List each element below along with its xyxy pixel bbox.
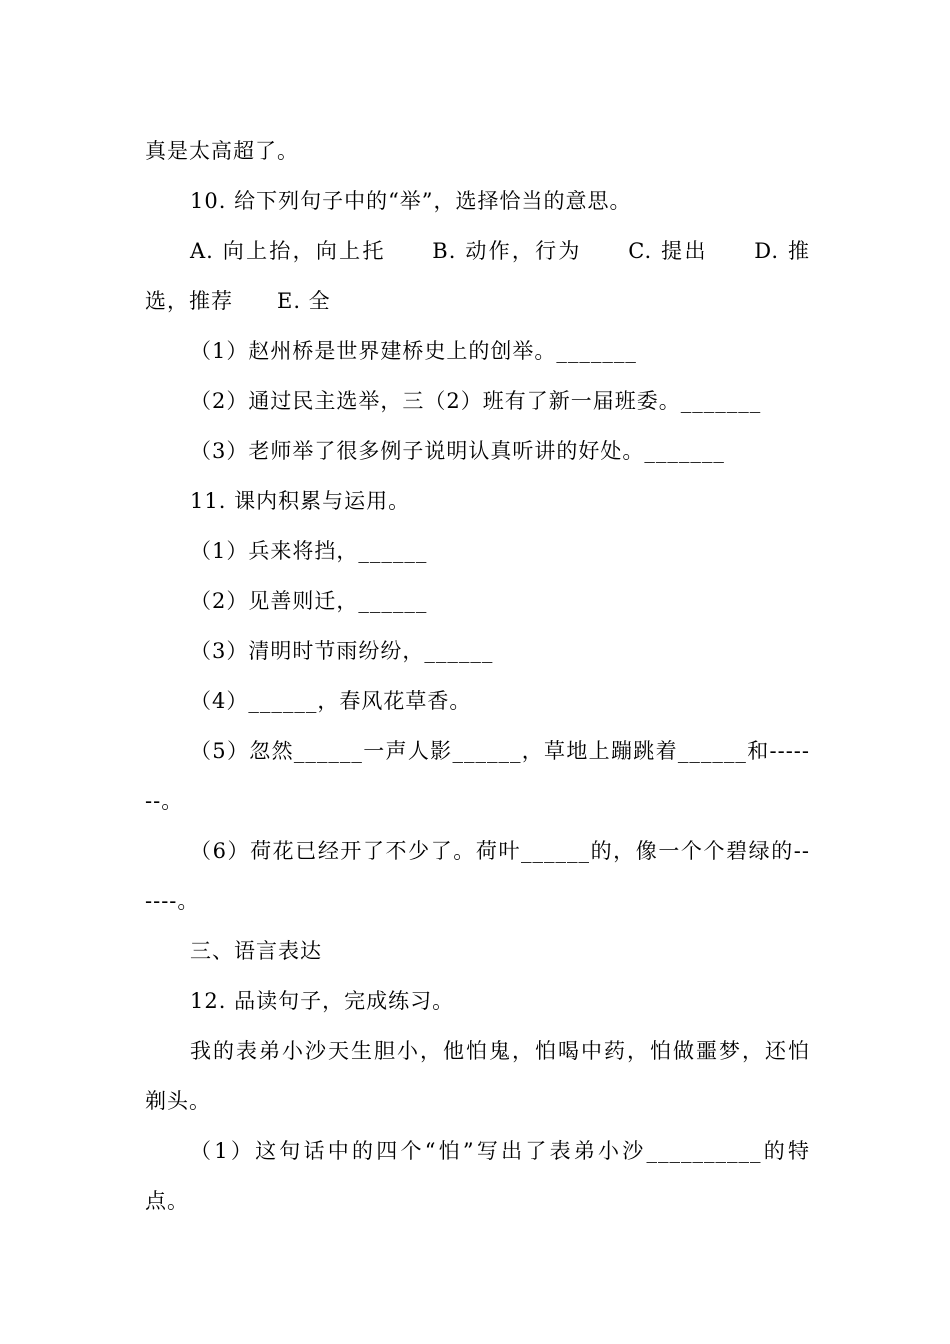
question-12-passage-line-1: 我的表弟小沙天生胆小，他怕鬼，怕喝中药，怕做噩梦，还怕 [190,1039,810,1063]
question-10-item-1: （1）赵州桥是世界建桥史上的创举。_______ [190,339,637,363]
question-11-item-2: （2）见善则迁，______ [190,589,428,613]
question-11-item-5-line-1: （5）忽然______一声人影______，草地上蹦跳着______和----- [190,739,810,763]
question-10-item-3: （3）老师举了很多例子说明认真听讲的好处。_______ [190,439,725,463]
question-10-options-line-1: A. 向上抬，向上托 B. 动作，行为 C. 提出 D. 推 [190,239,810,263]
question-11-item-6-line-2: ----。 [145,889,200,913]
question-12-item-1-line-1: （1）这句话中的四个“怕”写出了表弟小沙__________的特 [190,1139,810,1163]
section-heading-language-expression: 三、语言表达 [190,939,322,963]
question-10-options-line-2: 选，推荐 E. 全 [145,289,331,313]
question-12-passage-line-2: 剃头。 [145,1089,211,1113]
question-11-item-3: （3）清明时节雨纷纷，______ [190,639,494,663]
question-11-prompt: 11. 课内积累与运用。 [190,489,411,513]
question-11-item-4: （4）______，春风花草香。 [190,689,472,713]
question-11-item-1: （1）兵来将挡，______ [190,539,428,563]
text-line-continuation: 真是太高超了。 [145,139,299,163]
question-10-prompt: 10. 给下列句子中的“举”，选择恰当的意思。 [190,189,632,213]
question-10-item-2: （2）通过民主选举，三（2）班有了新一届班委。_______ [190,389,762,413]
question-12-item-1-line-2: 点。 [145,1189,189,1213]
question-11-item-6-line-1: （6）荷花已经开了不少了。荷叶______的，像一个个碧绿的-- [190,839,810,863]
question-11-item-5-line-2: --。 [145,789,184,813]
question-12-prompt: 12. 品读句子，完成练习。 [190,989,455,1013]
